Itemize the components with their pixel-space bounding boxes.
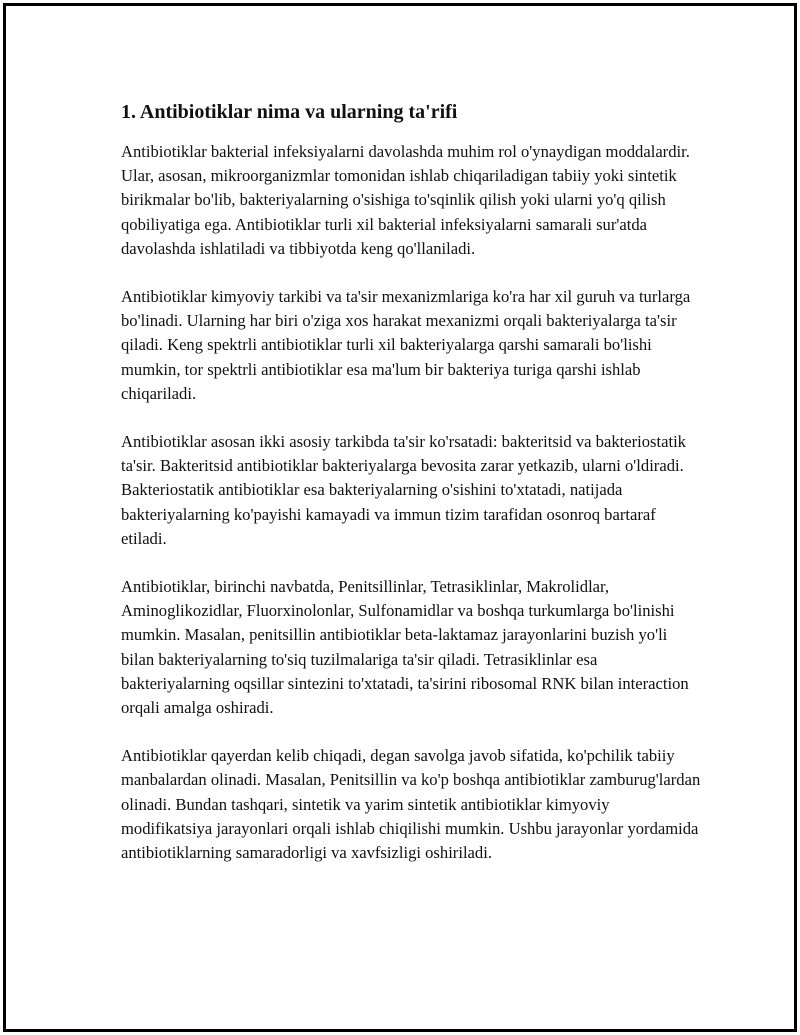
- section-title: 1. Antibiotiklar nima va ularning ta'rifi: [121, 101, 458, 123]
- paragraph-2: Antibiotiklar kimyoviy tarkibi va ta'sir mexanizmlariga ko'ra har xil guruh va turlarga bo'linadi. Ularning har biri o'ziga xos harakat mexanizmi orqali bakteriyalarga ta'sir qiladi. Keng spektrli antibiotiklar turli xil bakteriyalarga qarshi samarali bo'lishi mumkin, tor spektrli antibiotiklar esa ma'lum bir bakteriya turiga qarshi ishlab chiqariladi.: [121, 287, 691, 403]
- document-body: [121, 98, 701, 889]
- paragraph-3: Antibiotiklar asosan ikki asosiy tarkibda ta'sir ko'rsatadi: bakteritsid va bakteriostatik ta'sir. Bakteritsid antibiotiklar bakteriyalarga bevosita zarar yetkazib, ularni o'ldiradi. Bakteriostatik antibiotiklar esa bakteriyalarning o'sishini to'xtatadi, natijada bakteriyalarning ko'payishi kamayadi va immun tizim tarafidan osonroq bartaraf etiladi.: [121, 432, 686, 548]
- paragraph-5: Antibiotiklar qayerdan kelib chiqadi, degan savolga javob sifatida, ko'pchilik tabiiy manbalardan olinadi. Masalan, Penitsillin va ko'p boshqa antibiotiklar zamburug'lardan olinadi. Bundan tashqari, sintetik va yarim sintetik antibiotiklar kimyoviy modifikatsiya jarayonlari orqali ishlab chiqilishi mumkin. Ushbu jarayonlar yordamida antibiotiklarning samaradorligi va xavfsizligi oshiriladi.: [121, 746, 701, 863]
- paragraph-1: Antibiotiklar bakterial infeksiyalarni davolashda muhim rol o'ynaydigan moddalardir. Ular, asosan, mikroorganizmlar tomonidan ishlab chiqariladigan tabiiy yoki sintetik birikmalar bo'lib, bakteriyalarning o'sishiga to'sqinlik qilish yoki ularni yo'q qilish qobiliyatiga ega. Antibiotiklar turli xil bakterial infeksiyalarni samarali sur'atda davolashda ishlatiladi va tibbiyotda keng qo'llaniladi.: [121, 142, 690, 258]
- paragraph-4: Antibiotiklar, birinchi navbatda, Penitsillinlar, Tetrasiklinlar, Makrolidlar, Aminoglikozidlar, Fluorxinolonlar, Sulfonamidlar va boshqa turkumlarga bo'linishi mumkin. Masalan, penitsillin antibiotiklar beta-laktamaz jarayonlarini buzish yo'li bilan bakteriyalarning to'siq tuzilmalariga ta'sir qiladi. Tetrasiklinlar esa bakteriyalarning oqsillar sintezini to'xtatadi, ta'sirini ribosomal RNK bilan interaction orqali amalga oshiradi.: [121, 577, 689, 718]
- page-border: [3, 3, 797, 1032]
